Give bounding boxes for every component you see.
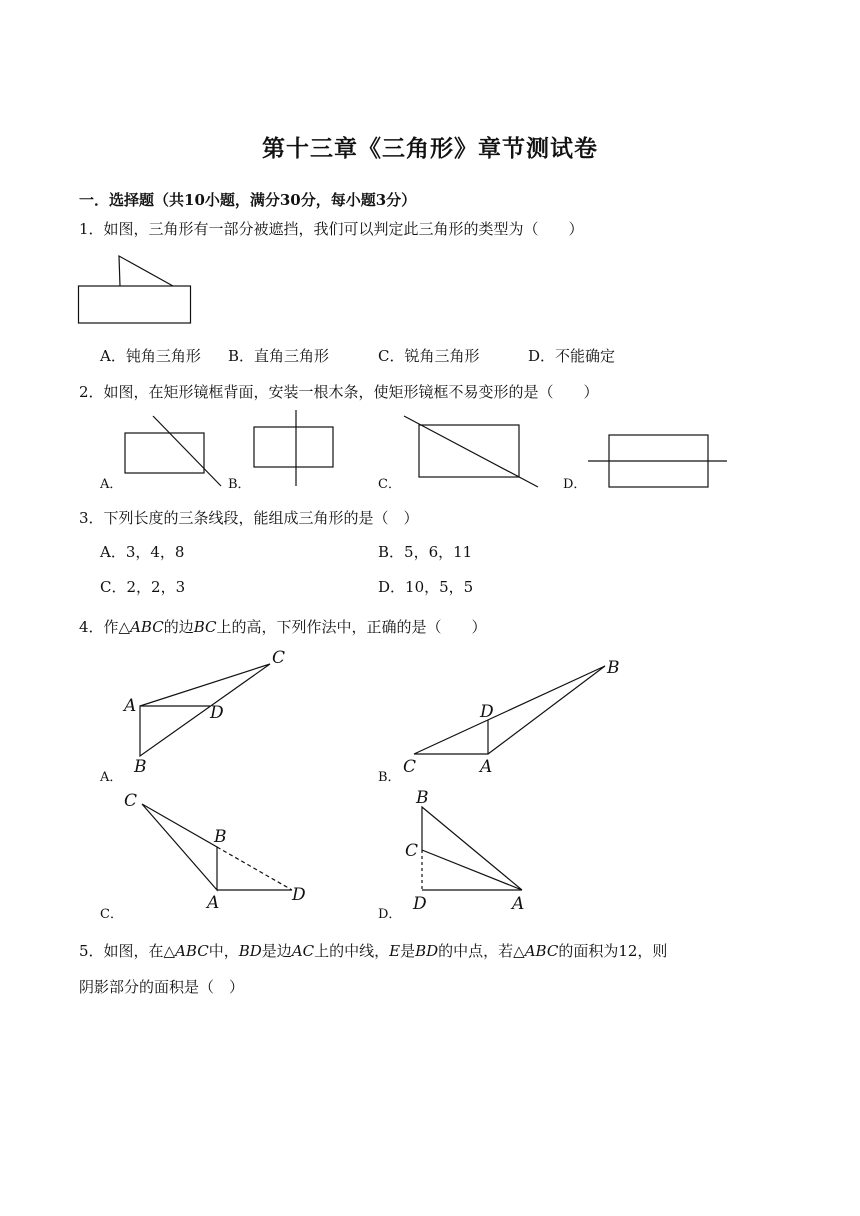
q4b-label-c: C bbox=[403, 757, 417, 777]
q5-abc: ABC bbox=[175, 942, 209, 960]
question-2-text: 2．如图，在矩形镜框背面，安装一根木条，使矩形镜框不易变形的是（ ） bbox=[79, 383, 599, 401]
q4c-label-b: B bbox=[214, 827, 227, 847]
q4-figure-c bbox=[120, 788, 320, 914]
question-3-text: 3．下列长度的三条线段，能组成三角形的是（ ） bbox=[79, 509, 419, 527]
q4a-label-a: A bbox=[124, 696, 137, 716]
q2-figure-a bbox=[124, 416, 224, 488]
q4a-label-c: C bbox=[272, 648, 286, 668]
q4-bc: BC bbox=[193, 618, 217, 636]
q1-option-c: C．锐角三角形 bbox=[378, 347, 480, 365]
q5-e: E bbox=[389, 942, 401, 960]
q5-p3: 是边 bbox=[261, 942, 292, 960]
q4b-label-d: D bbox=[480, 702, 494, 722]
q5-abc2: ABC bbox=[524, 942, 559, 960]
q1-option-a: A．钝角三角形 bbox=[100, 347, 201, 365]
q4-option-d: D． bbox=[378, 907, 402, 922]
q2-option-c: C． bbox=[378, 477, 401, 492]
q5-p5: 是 bbox=[400, 942, 416, 960]
q4-text-pre: 4．作△ bbox=[79, 618, 131, 636]
q4b-label-a: A bbox=[480, 757, 493, 777]
q3-option-c: C．2，2，3 bbox=[100, 578, 186, 596]
q4d-label-b: B bbox=[416, 788, 429, 808]
q5-bd2: BD bbox=[415, 942, 439, 960]
page-title: 第十三章《三角形》章节测试卷 bbox=[262, 135, 598, 162]
q5-p7: 的面积为12，则 bbox=[558, 942, 668, 960]
q4a-label-b: B bbox=[134, 757, 147, 777]
q1-option-d: D．不能确定 bbox=[528, 347, 616, 365]
q4-figure-d bbox=[400, 786, 540, 916]
q4-figure-a bbox=[120, 646, 300, 776]
q2-figure-b bbox=[253, 410, 337, 488]
q4d-label-c: C bbox=[405, 841, 419, 861]
q4d-label-d: D bbox=[413, 894, 427, 914]
question-5-line2: 阴影部分的面积是（ ） bbox=[79, 978, 245, 996]
q4-option-c: C． bbox=[100, 907, 123, 922]
q4-text-post: 上的高，下列作法中，正确的是（ ） bbox=[216, 618, 487, 636]
question-5-text bbox=[79, 940, 667, 961]
section-heading: 一．选择题（共10小题，满分30分，每小题3分） bbox=[79, 191, 417, 209]
q4-text-mid: 的边 bbox=[163, 618, 194, 636]
q2-option-b: B． bbox=[228, 477, 251, 492]
q5-p4: 上的中线， bbox=[314, 942, 390, 960]
q4c-label-a: A bbox=[207, 893, 220, 913]
q4d-label-a: A bbox=[512, 894, 525, 914]
q4a-label-d: D bbox=[210, 703, 224, 723]
q5-ac: AC bbox=[291, 942, 315, 960]
q3-option-a: A．3，4，8 bbox=[100, 543, 185, 561]
partial-triangle bbox=[119, 256, 173, 286]
q2-figure-d bbox=[588, 434, 728, 490]
q2-figure-c bbox=[402, 414, 542, 490]
q2-option-d: D． bbox=[563, 477, 587, 492]
q2-option-a: A． bbox=[100, 477, 123, 492]
q4-abc: ABC bbox=[130, 618, 164, 636]
q5-p1: 5．如图，在△ bbox=[79, 942, 176, 960]
q1-option-b: B．直角三角形 bbox=[228, 347, 330, 365]
q4c-label-d: D bbox=[292, 885, 306, 905]
q5-bd: BD bbox=[238, 942, 262, 960]
q4-figure-b bbox=[400, 656, 630, 782]
q4b-label-b: B bbox=[607, 658, 620, 678]
q3-option-d: D．10，5，5 bbox=[378, 578, 474, 596]
question-1-figure bbox=[78, 256, 192, 326]
q4c-label-c: C bbox=[124, 791, 138, 811]
q4-option-a: A． bbox=[100, 770, 123, 785]
question-1-text: 1．如图，三角形有一部分被遮挡，我们可以判定此三角形的类型为（ ） bbox=[79, 220, 584, 238]
question-4-text bbox=[79, 616, 487, 637]
q5-p2: 中， bbox=[208, 942, 239, 960]
q4-option-b: B． bbox=[378, 770, 401, 785]
q5-p6: 的中点，若△ bbox=[438, 942, 525, 960]
covering-rectangle bbox=[79, 286, 191, 323]
q3-option-b: B．5，6，11 bbox=[378, 543, 473, 561]
